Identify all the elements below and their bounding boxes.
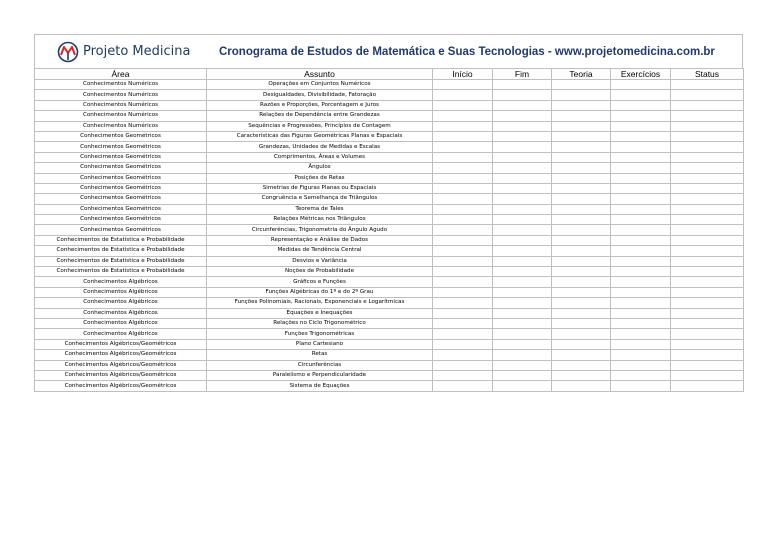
- fim-cell[interactable]: [493, 350, 552, 360]
- teoria-cell[interactable]: [552, 215, 611, 225]
- column-header[interactable]: Teoria: [552, 69, 611, 80]
- assunto-cell[interactable]: Desigualdades, Divisibilidade, Fatoração: [207, 90, 433, 100]
- status-cell[interactable]: [671, 225, 744, 235]
- assunto-cell[interactable]: Relações de Dependência entre Grandezas: [207, 111, 433, 121]
- status-cell[interactable]: [671, 183, 744, 193]
- teoria-cell[interactable]: [552, 308, 611, 318]
- table-row: [35, 370, 744, 380]
- area-cell[interactable]: Conhecimentos Numéricos: [35, 111, 207, 121]
- area-cell[interactable]: Conhecimentos Geométricos: [35, 225, 207, 235]
- inicio-cell[interactable]: [433, 111, 493, 121]
- status-cell[interactable]: [671, 329, 744, 339]
- status-cell[interactable]: [671, 277, 744, 287]
- inicio-cell[interactable]: [433, 163, 493, 173]
- area-cell[interactable]: Conhecimentos Algébricos/Geométricos: [35, 360, 207, 370]
- status-cell[interactable]: [671, 246, 744, 256]
- teoria-cell[interactable]: [552, 339, 611, 349]
- teoria-cell[interactable]: [552, 360, 611, 370]
- status-cell[interactable]: [671, 287, 744, 297]
- table-row: [35, 308, 744, 318]
- exercicios-cell[interactable]: [611, 267, 671, 277]
- fim-cell[interactable]: [493, 100, 552, 110]
- assunto-cell[interactable]: Representação e Análise de Dados: [207, 235, 433, 245]
- assunto-cell[interactable]: Simetrias de Figuras Planas ou Espaciais: [207, 183, 433, 193]
- status-cell[interactable]: [671, 339, 744, 349]
- fim-cell[interactable]: [493, 80, 552, 90]
- schedule-table: [34, 68, 744, 392]
- assunto-cell[interactable]: Paralelismo e Perpendicularidade: [207, 370, 433, 380]
- exercicios-cell[interactable]: [611, 350, 671, 360]
- assunto-cell[interactable]: Grandezas, Unidades de Medidas e Escalas: [207, 142, 433, 152]
- exercicios-cell[interactable]: [611, 100, 671, 110]
- fim-cell[interactable]: [493, 152, 552, 162]
- exercicios-cell[interactable]: [611, 225, 671, 235]
- exercicios-cell[interactable]: [611, 298, 671, 308]
- document-title: Cronograma de Estudos de Matemática e Suas Tecnologias - www.projetomedicina.com.br: [219, 45, 715, 58]
- fim-cell[interactable]: [493, 183, 552, 193]
- area-cell[interactable]: Conhecimentos Algébricos: [35, 298, 207, 308]
- assunto-cell[interactable]: Noções de Probabilidade: [207, 267, 433, 277]
- fim-cell[interactable]: [493, 308, 552, 318]
- status-cell[interactable]: [671, 121, 744, 131]
- assunto-cell[interactable]: Funções Algébricas do 1º e do 2º Grau: [207, 287, 433, 297]
- area-cell[interactable]: Conhecimentos Numéricos: [35, 80, 207, 90]
- table-row: [35, 225, 744, 235]
- table-row: [35, 152, 744, 162]
- table-row: [35, 121, 744, 131]
- teoria-cell[interactable]: [552, 256, 611, 266]
- column-header[interactable]: Status: [671, 69, 744, 80]
- inicio-cell[interactable]: [433, 381, 493, 391]
- table-row: [35, 339, 744, 349]
- status-cell[interactable]: [671, 267, 744, 277]
- inicio-cell[interactable]: [433, 90, 493, 100]
- assunto-cell[interactable]: Equações e Inequações: [207, 308, 433, 318]
- inicio-cell[interactable]: [433, 246, 493, 256]
- exercicios-cell[interactable]: [611, 152, 671, 162]
- inicio-cell[interactable]: [433, 194, 493, 204]
- column-header[interactable]: Área: [35, 69, 207, 80]
- assunto-cell[interactable]: Características das Figuras Geométricas Planas e Espaciais: [207, 131, 433, 141]
- area-cell[interactable]: Conhecimentos Geométricos: [35, 173, 207, 183]
- table-row: [35, 142, 744, 152]
- status-cell[interactable]: [671, 370, 744, 380]
- exercicios-cell[interactable]: [611, 287, 671, 297]
- status-cell[interactable]: [671, 90, 744, 100]
- assunto-cell[interactable]: Razões e Proporções, Porcentagem e Juros: [207, 100, 433, 110]
- teoria-cell[interactable]: [552, 131, 611, 141]
- teoria-cell[interactable]: [552, 350, 611, 360]
- exercicios-cell[interactable]: [611, 329, 671, 339]
- teoria-cell[interactable]: [552, 329, 611, 339]
- table-row: [35, 381, 744, 391]
- column-header[interactable]: Assunto: [207, 69, 433, 80]
- status-cell[interactable]: [671, 173, 744, 183]
- status-cell[interactable]: [671, 318, 744, 328]
- inicio-cell[interactable]: [433, 370, 493, 380]
- teoria-cell[interactable]: [552, 173, 611, 183]
- inicio-cell[interactable]: [433, 360, 493, 370]
- inicio-cell[interactable]: [433, 152, 493, 162]
- status-cell[interactable]: [671, 381, 744, 391]
- teoria-cell[interactable]: [552, 370, 611, 380]
- inicio-cell[interactable]: [433, 298, 493, 308]
- exercicios-cell[interactable]: [611, 173, 671, 183]
- assunto-cell[interactable]: Funções Trigonométricas: [207, 329, 433, 339]
- status-cell[interactable]: [671, 235, 744, 245]
- status-cell[interactable]: [671, 350, 744, 360]
- exercicios-cell[interactable]: [611, 163, 671, 173]
- area-cell[interactable]: Conhecimentos Numéricos: [35, 90, 207, 100]
- fim-cell[interactable]: [493, 194, 552, 204]
- teoria-cell[interactable]: [552, 152, 611, 162]
- table-row: [35, 194, 744, 204]
- assunto-cell[interactable]: Comprimentos, Áreas e Volumes: [207, 152, 433, 162]
- fim-cell[interactable]: [493, 173, 552, 183]
- fim-cell[interactable]: [493, 381, 552, 391]
- exercicios-cell[interactable]: [611, 142, 671, 152]
- table-row: [35, 163, 744, 173]
- assunto-cell[interactable]: Sequências e Progressões, Princípios de Contagem: [207, 121, 433, 131]
- status-cell[interactable]: [671, 111, 744, 121]
- area-cell[interactable]: Conhecimentos Geométricos: [35, 194, 207, 204]
- status-cell[interactable]: [671, 142, 744, 152]
- column-header[interactable]: Exercícios: [611, 69, 671, 80]
- fim-cell[interactable]: [493, 111, 552, 121]
- fim-cell[interactable]: [493, 235, 552, 245]
- projeto-medicina-logo-icon: [57, 41, 79, 63]
- area-cell[interactable]: Conhecimentos Geométricos: [35, 142, 207, 152]
- exercicios-cell[interactable]: [611, 246, 671, 256]
- table-row: [35, 100, 744, 110]
- table-row: [35, 215, 744, 225]
- inicio-cell[interactable]: [433, 131, 493, 141]
- fim-cell[interactable]: [493, 287, 552, 297]
- inicio-cell[interactable]: [433, 100, 493, 110]
- table-row: [35, 267, 744, 277]
- teoria-cell[interactable]: [552, 287, 611, 297]
- area-cell[interactable]: Conhecimentos Algébricos/Geométricos: [35, 350, 207, 360]
- fim-cell[interactable]: [493, 329, 552, 339]
- area-cell[interactable]: Conhecimentos de Estatística e Probabilidade: [35, 246, 207, 256]
- teoria-cell[interactable]: [552, 381, 611, 391]
- exercicios-cell[interactable]: [611, 121, 671, 131]
- fim-cell[interactable]: [493, 142, 552, 152]
- inicio-cell[interactable]: [433, 256, 493, 266]
- inicio-cell[interactable]: [433, 142, 493, 152]
- table-row: [35, 256, 744, 266]
- teoria-cell[interactable]: [552, 225, 611, 235]
- area-cell[interactable]: Conhecimentos Algébricos: [35, 277, 207, 287]
- logo-text: Projeto Medicina: [83, 44, 191, 59]
- area-cell[interactable]: Conhecimentos Algébricos/Geométricos: [35, 370, 207, 380]
- column-header[interactable]: Início: [433, 69, 493, 80]
- area-cell[interactable]: Conhecimentos Geométricos: [35, 183, 207, 193]
- area-cell[interactable]: Conhecimentos Numéricos: [35, 121, 207, 131]
- fim-cell[interactable]: [493, 90, 552, 100]
- assunto-cell[interactable]: Plano Cartesiano: [207, 339, 433, 349]
- table-body: [35, 80, 744, 392]
- table-row: [35, 183, 744, 193]
- teoria-cell[interactable]: [552, 277, 611, 287]
- fim-cell[interactable]: [493, 360, 552, 370]
- fim-cell[interactable]: [493, 339, 552, 349]
- fim-cell[interactable]: [493, 318, 552, 328]
- assunto-cell[interactable]: Circunferências: [207, 360, 433, 370]
- inicio-cell[interactable]: [433, 173, 493, 183]
- assunto-cell[interactable]: Relações Métricas nos Triângulos: [207, 215, 433, 225]
- teoria-cell[interactable]: [552, 246, 611, 256]
- table-row: [35, 173, 744, 183]
- teoria-cell[interactable]: [552, 298, 611, 308]
- table-row: [35, 287, 744, 297]
- area-cell[interactable]: Conhecimentos Algébricos: [35, 308, 207, 318]
- assunto-cell[interactable]: Circunferências, Trigonometria do Ângulo Agudo: [207, 225, 433, 235]
- area-cell[interactable]: Conhecimentos Algébricos/Geométricos: [35, 381, 207, 391]
- area-cell[interactable]: Conhecimentos Geométricos: [35, 204, 207, 214]
- exercicios-cell[interactable]: [611, 256, 671, 266]
- table-row: [35, 111, 744, 121]
- table-row: [35, 318, 744, 328]
- inicio-cell[interactable]: [433, 277, 493, 287]
- teoria-cell[interactable]: [552, 204, 611, 214]
- table-row: [35, 360, 744, 370]
- fim-cell[interactable]: [493, 370, 552, 380]
- teoria-cell[interactable]: [552, 80, 611, 90]
- fim-cell[interactable]: [493, 163, 552, 173]
- teoria-cell[interactable]: [552, 194, 611, 204]
- area-cell[interactable]: Conhecimentos Algébricos/Geométricos: [35, 339, 207, 349]
- assunto-cell[interactable]: Posições de Retas: [207, 173, 433, 183]
- inicio-cell[interactable]: [433, 183, 493, 193]
- fim-cell[interactable]: [493, 246, 552, 256]
- exercicios-cell[interactable]: [611, 111, 671, 121]
- inicio-cell[interactable]: [433, 235, 493, 245]
- fim-cell[interactable]: [493, 225, 552, 235]
- inicio-cell[interactable]: [433, 308, 493, 318]
- table-row: [35, 204, 744, 214]
- logo: [35, 41, 223, 63]
- inicio-cell[interactable]: [433, 350, 493, 360]
- teoria-cell[interactable]: [552, 111, 611, 121]
- table-row: [35, 350, 744, 360]
- fim-cell[interactable]: [493, 267, 552, 277]
- exercicios-cell[interactable]: [611, 370, 671, 380]
- area-cell[interactable]: Conhecimentos Algébricos: [35, 287, 207, 297]
- sheet-header: [34, 34, 743, 68]
- exercicios-cell[interactable]: [611, 381, 671, 391]
- table-row: [35, 329, 744, 339]
- exercicios-cell[interactable]: [611, 318, 671, 328]
- table-row: [35, 298, 744, 308]
- assunto-cell[interactable]: Retas: [207, 350, 433, 360]
- status-cell[interactable]: [671, 298, 744, 308]
- status-cell[interactable]: [671, 100, 744, 110]
- area-cell[interactable]: Conhecimentos Algébricos: [35, 318, 207, 328]
- teoria-cell[interactable]: [552, 183, 611, 193]
- exercicios-cell[interactable]: [611, 194, 671, 204]
- area-cell[interactable]: Conhecimentos Geométricos: [35, 215, 207, 225]
- inicio-cell[interactable]: [433, 225, 493, 235]
- assunto-cell[interactable]: Operações em Conjuntos Numéricos: [207, 80, 433, 90]
- table-row: [35, 246, 744, 256]
- teoria-cell[interactable]: [552, 100, 611, 110]
- inicio-cell[interactable]: [433, 80, 493, 90]
- area-cell[interactable]: Conhecimentos Geométricos: [35, 163, 207, 173]
- table-row: [35, 90, 744, 100]
- assunto-cell[interactable]: Gráficos e Funções: [207, 277, 433, 287]
- fim-cell[interactable]: [493, 121, 552, 131]
- table-header-row: [35, 69, 744, 80]
- area-cell[interactable]: Conhecimentos de Estatística e Probabilidade: [35, 235, 207, 245]
- status-cell[interactable]: [671, 163, 744, 173]
- column-header[interactable]: Fim: [493, 69, 552, 80]
- status-cell[interactable]: [671, 80, 744, 90]
- spreadsheet: [34, 34, 743, 392]
- inicio-cell[interactable]: [433, 318, 493, 328]
- status-cell[interactable]: [671, 256, 744, 266]
- assunto-cell[interactable]: Relações no Ciclo Trigonométrico: [207, 318, 433, 328]
- status-cell[interactable]: [671, 204, 744, 214]
- fim-cell[interactable]: [493, 298, 552, 308]
- status-cell[interactable]: [671, 194, 744, 204]
- assunto-cell[interactable]: Congruência e Semelhança de Triângulos: [207, 194, 433, 204]
- assunto-cell[interactable]: Desvios e Variância: [207, 256, 433, 266]
- fim-cell[interactable]: [493, 277, 552, 287]
- teoria-cell[interactable]: [552, 267, 611, 277]
- area-cell[interactable]: Conhecimentos de Estatística e Probabilidade: [35, 256, 207, 266]
- teoria-cell[interactable]: [552, 318, 611, 328]
- assunto-cell[interactable]: Medidas de Tendência Central: [207, 246, 433, 256]
- assunto-cell[interactable]: Sistema de Equações: [207, 381, 433, 391]
- table-row: [35, 235, 744, 245]
- teoria-cell[interactable]: [552, 163, 611, 173]
- fim-cell[interactable]: [493, 256, 552, 266]
- inicio-cell[interactable]: [433, 287, 493, 297]
- status-cell[interactable]: [671, 308, 744, 318]
- exercicios-cell[interactable]: [611, 90, 671, 100]
- status-cell[interactable]: [671, 360, 744, 370]
- exercicios-cell[interactable]: [611, 131, 671, 141]
- exercicios-cell[interactable]: [611, 235, 671, 245]
- inicio-cell[interactable]: [433, 339, 493, 349]
- fim-cell[interactable]: [493, 204, 552, 214]
- assunto-cell[interactable]: Ângulos: [207, 163, 433, 173]
- inicio-cell[interactable]: [433, 267, 493, 277]
- assunto-cell[interactable]: Teorema de Tales: [207, 204, 433, 214]
- exercicios-cell[interactable]: [611, 80, 671, 90]
- area-cell[interactable]: Conhecimentos Algébricos: [35, 329, 207, 339]
- exercicios-cell[interactable]: [611, 215, 671, 225]
- inicio-cell[interactable]: [433, 121, 493, 131]
- status-cell[interactable]: [671, 215, 744, 225]
- fim-cell[interactable]: [493, 131, 552, 141]
- table-row: [35, 80, 744, 90]
- inicio-cell[interactable]: [433, 215, 493, 225]
- fim-cell[interactable]: [493, 215, 552, 225]
- teoria-cell[interactable]: [552, 142, 611, 152]
- status-cell[interactable]: [671, 152, 744, 162]
- exercicios-cell[interactable]: [611, 360, 671, 370]
- table-row: [35, 277, 744, 287]
- inicio-cell[interactable]: [433, 329, 493, 339]
- teoria-cell[interactable]: [552, 235, 611, 245]
- area-cell[interactable]: Conhecimentos Numéricos: [35, 100, 207, 110]
- status-cell[interactable]: [671, 131, 744, 141]
- area-cell[interactable]: Conhecimentos Geométricos: [35, 152, 207, 162]
- exercicios-cell[interactable]: [611, 339, 671, 349]
- table-row: [35, 131, 744, 141]
- teoria-cell[interactable]: [552, 90, 611, 100]
- exercicios-cell[interactable]: [611, 277, 671, 287]
- exercicios-cell[interactable]: [611, 204, 671, 214]
- assunto-cell[interactable]: Funções Polinomiais, Racionais, Exponenciais e Logarítmicas: [207, 298, 433, 308]
- exercicios-cell[interactable]: [611, 183, 671, 193]
- area-cell[interactable]: Conhecimentos de Estatística e Probabilidade: [35, 267, 207, 277]
- teoria-cell[interactable]: [552, 121, 611, 131]
- exercicios-cell[interactable]: [611, 308, 671, 318]
- inicio-cell[interactable]: [433, 204, 493, 214]
- area-cell[interactable]: Conhecimentos Geométricos: [35, 131, 207, 141]
